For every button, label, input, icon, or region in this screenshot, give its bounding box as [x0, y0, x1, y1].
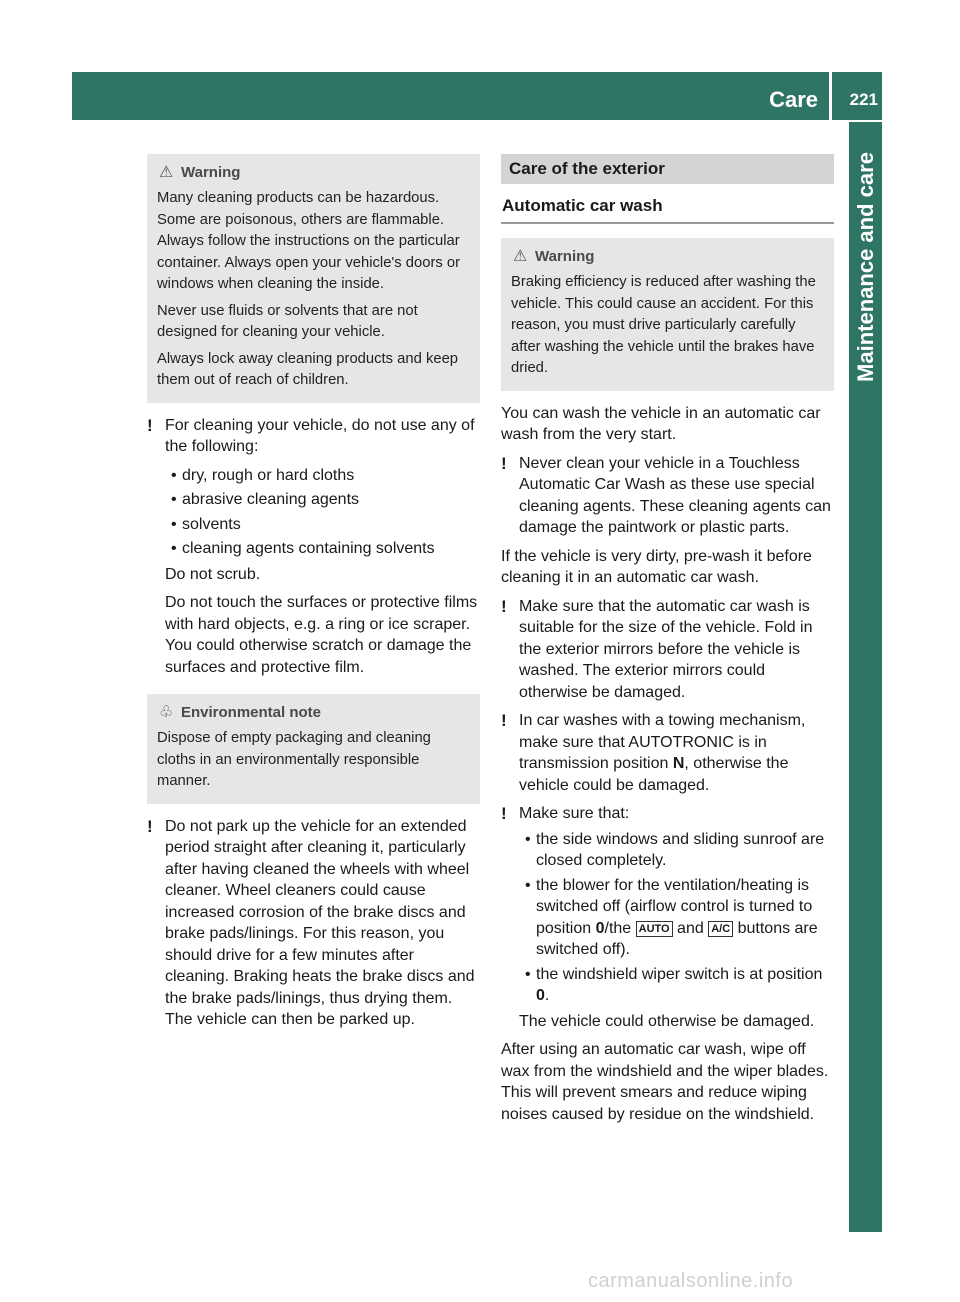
- caution-text: Make sure that:: [519, 805, 630, 822]
- list-text: buttons are switched off).: [536, 919, 818, 958]
- warning-triangle-icon: ⚠: [159, 164, 174, 181]
- note-text: Do not touch the surfaces or protective films with hard objects, e.g. a ring or ice scraper. You could otherwise scratch or damage the surfaces and protective film.: [165, 594, 478, 676]
- environmental-note-text: Dispose of empty packaging and cleaning cloths in an environmentally responsible manner.: [157, 730, 431, 789]
- warning-triangle-icon: ⚠: [513, 248, 528, 265]
- right-column: [501, 154, 834, 1132]
- header-divider: [829, 72, 832, 120]
- caution-note: [501, 453, 834, 539]
- caution-text: For cleaning your vehicle, do not use any of the following:: [165, 416, 475, 455]
- list-text: and: [672, 919, 709, 937]
- caution-text-part: In car washes with a towing mechanism, make sure that AUTOTRONIC is in transmission position: [519, 712, 806, 772]
- caution-mark-icon: !: [147, 415, 153, 435]
- list-text: .: [544, 987, 550, 1004]
- note-text: The vehicle could otherwise be damaged.: [519, 1012, 815, 1030]
- caution-note: [501, 803, 834, 1032]
- list-item: [519, 875, 834, 961]
- auto-button-icon: AUTO: [636, 921, 673, 937]
- caution-text: Never clean your vehicle in a Touchless Automatic Car Wash as these use special cleaning agents. These cleaning agents can damage the paintwork or plastic parts.: [519, 454, 831, 536]
- body-paragraph: You can wash the vehicle in an automatic car wash from the very start.: [501, 404, 821, 443]
- position-n: N: [672, 755, 685, 772]
- position-zero: 0: [595, 919, 605, 937]
- subsection-heading: Automatic car wash: [501, 192, 834, 224]
- note-text: Do not scrub.: [165, 565, 261, 583]
- list-text: the blower for the ventilation/heating is switched off (airflow control is turned to position: [536, 876, 813, 937]
- caution-mark-icon: !: [147, 816, 153, 836]
- bullet-list: [165, 465, 480, 560]
- warning-box: [147, 154, 480, 403]
- chapter-title: Care: [769, 87, 818, 112]
- list-item: • solvents: [165, 514, 480, 536]
- side-tab: [849, 122, 882, 1232]
- environmental-note-box: [147, 694, 480, 804]
- caution-note: [147, 816, 480, 1031]
- left-column: [147, 154, 480, 1038]
- list-item: • dry, rough or hard cloths: [165, 465, 480, 487]
- list-item: [519, 964, 834, 1007]
- section-heading: Care of the exterior: [501, 154, 834, 184]
- side-tab-label: Maintenance and care: [852, 152, 878, 382]
- list-text: /the: [604, 919, 636, 937]
- leaf-icon: ♧: [159, 704, 174, 721]
- warning-title: Warning: [535, 247, 595, 265]
- body-paragraph: If the vehicle is very dirty, pre-wash it before cleaning it in an automatic car wash.: [501, 547, 812, 586]
- caution-mark-icon: !: [501, 804, 507, 823]
- page-header: [72, 72, 882, 120]
- caution-text: [519, 710, 834, 796]
- caution-mark-icon: !: [501, 453, 507, 473]
- page-number: 221: [849, 90, 878, 109]
- environmental-note-title: Environmental note: [181, 703, 322, 721]
- caution-mark-icon: !: [501, 711, 507, 730]
- warning-box: [501, 238, 834, 391]
- bullet-list: [519, 829, 834, 1007]
- caution-text: Make sure that the automatic car wash is suitable for the size of the vehicle. Fold in the exterior mirrors before the vehicle is washed. The exterior mirrors could otherwise be damaged.: [519, 597, 813, 701]
- list-item: • abrasive cleaning agents: [165, 489, 480, 511]
- caution-mark-icon: !: [501, 596, 507, 616]
- warning-text: Never use fluids or solvents that are not designed for cleaning your vehicle.: [157, 302, 418, 340]
- warning-text: Many cleaning products can be hazardous. Some are poisonous, others are flammable. Always follow the instructions on the particular container. Always open your vehicle's doors or windows when cleaning the inside.: [157, 190, 461, 292]
- body-paragraph: After using an automatic car wash, wipe off wax from the windshield and the wiper blades. This will prevent smears and reduce wiping noises caused by residue on the windshield.: [501, 1041, 829, 1123]
- warning-text: Braking efficiency is reduced after washing the vehicle. This could cause an accident. For this reason, you must drive particularly carefully after washing the vehicle until the brakes have dried.: [511, 274, 816, 376]
- warning-title: Warning: [181, 163, 241, 181]
- list-text: the windshield wiper switch is at position: [536, 965, 823, 983]
- caution-note: [147, 415, 480, 679]
- list-item: • the side windows and sliding sunroof are closed completely.: [519, 829, 834, 872]
- caution-note: [501, 710, 834, 796]
- position-zero: 0: [536, 987, 545, 1004]
- ac-button-icon: A/C: [708, 921, 733, 937]
- caution-note: [501, 596, 834, 704]
- caution-text: Do not park up the vehicle for an extended period straight after cleaning it, particularly after having cleaned the wheels with wheel cleaner. Wheel cleaners could cause increased corrosion of the brake discs and brake pads/linings. For this reason, you should drive for a few minutes after cleaning. Braking heats the brake discs and the brake pads/linings, thus drying them. The vehicle can then be parked up.: [165, 817, 475, 1028]
- caution-text-part: , otherwise the vehicle could be damaged.: [519, 755, 789, 794]
- warning-text: Always lock away cleaning products and keep them out of reach of children.: [157, 350, 459, 388]
- side-tab-marker: [849, 1186, 882, 1232]
- watermark: carmanualsonline.info: [588, 1270, 794, 1292]
- list-item: • cleaning agents containing solvents: [165, 538, 480, 560]
